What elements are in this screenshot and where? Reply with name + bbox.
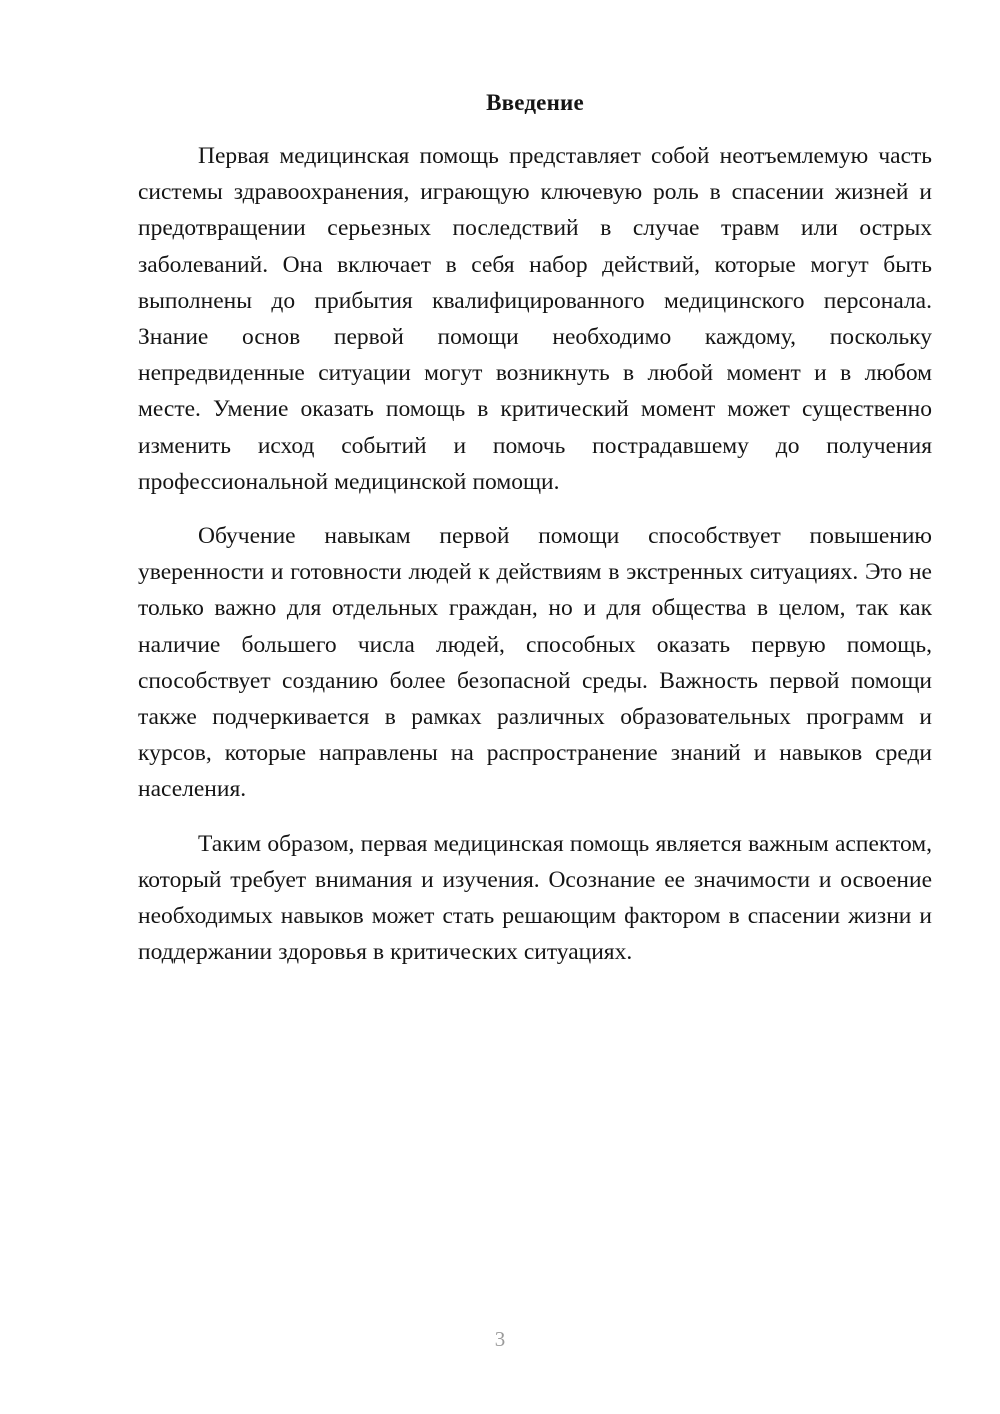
page-number: 3 bbox=[494, 1327, 506, 1351]
body-paragraph: Первая медицинская помощь представляет собой неотъемлемую часть системы здравоохранения, играющую ключевую роль в спасении жизней и предотвращении серьезных последствий в случае травм или острых заболеваний. Она включает в себя набор действий, которые могут быть выполнены до прибытия квалифицированного медицинского персонала. Знание основ первой помощи необходимо каждому, поскольку непредвиденные ситуации могут возникнуть в любой момент и в любом месте. Умение оказать помощь в критический момент может существенно изменить исход событий и помочь пострадавшему до получения профессиональной медицинской помощи. bbox=[138, 143, 932, 495]
page-content bbox=[138, 86, 932, 970]
body-paragraph: Обучение навыкам первой помощи способствует повышению уверенности и готовности людей к действиям в экстренных ситуациях. Это не только важно для отдельных граждан, но и для общества в целом, так как наличие большего числа людей, способных оказать первую помощь, способствует созданию более безопасной среды. Важность первой помощи также подчеркивается в рамках различных образовательных программ и курсов, которые направлены на распространение знаний и навыков среди населения. bbox=[138, 523, 932, 803]
page-title: Введение bbox=[486, 90, 584, 115]
body-paragraph: Таким образом, первая медицинская помощь является важным аспектом, который требует внимания и изучения. Осознание ее значимости и освоение необходимых навыков может стать решающим фактором в спасении жизни и поддержании здоровья в критических ситуациях. bbox=[138, 830, 932, 966]
